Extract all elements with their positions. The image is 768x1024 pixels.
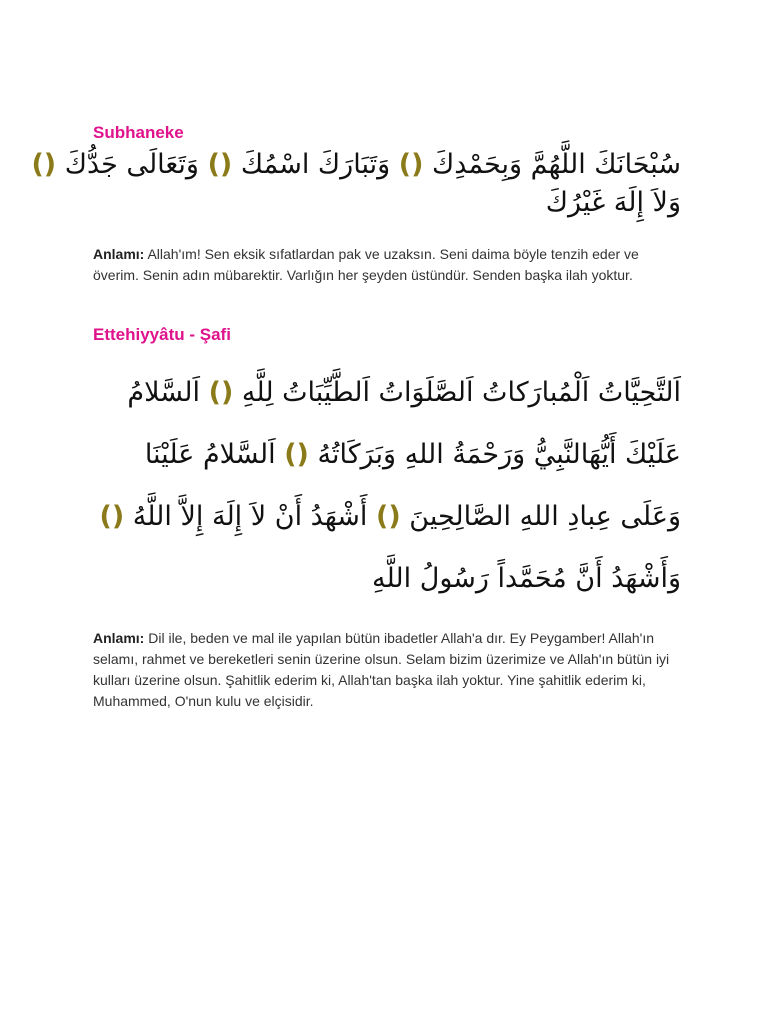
- arabic-line: [31, 146, 681, 184]
- arabic-segment: وَتَعَالَى جَدُّكَ: [64, 149, 199, 180]
- meaning-text: Allah'ım! Sen eksik sıfatlardan pak ve uzaksın. Seni daima böyle tenzih eder ve överim. Senin adın mübarektir. Varlığın her şeyden üstündür. Senden başka ilah yoktur.: [93, 246, 639, 283]
- pause-marker: (): [284, 439, 309, 470]
- pause-marker: (): [208, 377, 234, 408]
- pause-marker: (): [398, 149, 424, 180]
- arabic-segment: سُبْحَانَكَ اللَّهُمَّ وَبِحَمْدِكَ: [432, 149, 681, 180]
- arabic-segment: وَعَلَى عِبادِ اللهِ الصَّالِحِينَ: [409, 501, 681, 532]
- arabic-segment: أَشْهَدُ أَنْ لاَ إِلَهَ إِلاَّ اللَّهُ: [132, 501, 368, 532]
- arabic-line: [105, 362, 681, 424]
- pause-marker: (): [99, 501, 125, 532]
- meaning-label: Anlamı:: [93, 630, 145, 646]
- arabic-line: [105, 184, 681, 222]
- meaning-paragraph-ettehiyyatu: [93, 628, 673, 712]
- arabic-segment: اَلسَّلامُ: [127, 377, 201, 408]
- section-title-subhaneke: Subhaneke: [93, 123, 184, 142]
- arabic-segment: وَلاَ إِلَهَ غَيْرُكَ: [545, 187, 681, 218]
- pause-marker: (): [376, 501, 401, 532]
- arabic-segment: اَلتَّحِيَّاتُ اَلْمُبارَكاتُ اَلصَّلَوَاتُ اَلطَّيِّبَاتُ لِلَّهِ: [241, 377, 681, 408]
- arabic-line: [105, 548, 681, 610]
- pause-marker: (): [207, 149, 233, 180]
- meaning-text: Dil ile, beden ve mal ile yapılan bütün ibadetler Allah'a dır. Ey Peygamber! Allah'ın selamı, rahmet ve bereketleri senin üzerine olsun. Selam bizim üzerimize ve Allah'ın bütün iyi kulları üzerine olsun. Şahitlik ederim ki, Allah'tan başka ilah yoktur. Yine şahitlik ederim ki, Muhammed, O'nun kulu ve elçisidir.: [93, 630, 670, 709]
- arabic-line: [105, 424, 681, 486]
- meaning-paragraph-subhaneke: [93, 244, 673, 286]
- arabic-segment: عَلَيْكَ أَيُّهَالنَّبِيُّ وَرَحْمَةُ اللهِ وَبَرَكَاتُهُ: [317, 439, 681, 470]
- arabic-text-subhaneke: [31, 146, 681, 222]
- pause-marker: (): [31, 149, 57, 180]
- arabic-segment: وَتَبَارَكَ اسْمُكَ: [240, 149, 391, 180]
- section-title-ettehiyyatu: Ettehiyyâtu - Şafi: [93, 325, 231, 344]
- arabic-line: [99, 486, 681, 548]
- arabic-text-ettehiyyatu: [99, 362, 681, 610]
- arabic-segment: اَلسَّلامُ عَلَيْنَا: [144, 439, 276, 470]
- meaning-label: Anlamı:: [93, 246, 145, 262]
- arabic-segment: وَأَشْهَدُ أَنَّ مُحَمَّداً رَسُولُ اللَّهِ: [372, 563, 681, 594]
